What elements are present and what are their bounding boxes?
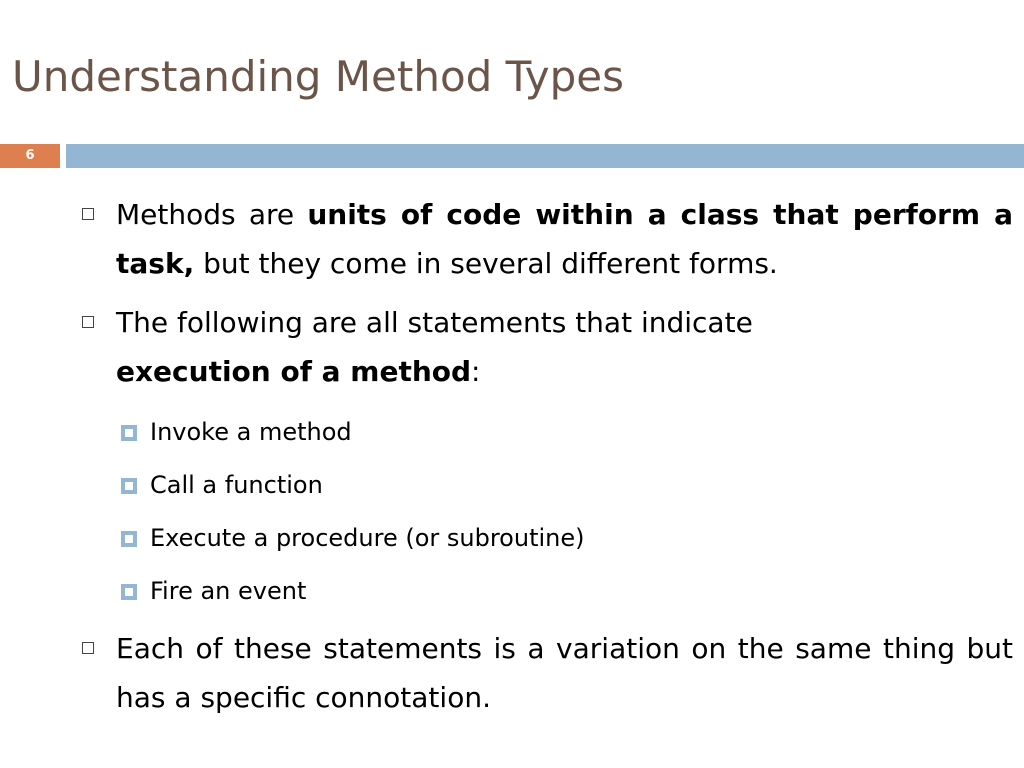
sub-bullet-fire	[78, 565, 1013, 618]
bullet-text: Methods are	[116, 198, 308, 231]
hollow-square-bullet-icon	[82, 316, 94, 328]
slide-content	[78, 190, 1013, 732]
square-bullet-icon	[121, 531, 137, 547]
slide-title: Understanding Method Types	[12, 52, 625, 101]
bullet-text: The following are all statements that indicate	[116, 306, 753, 339]
bullet-text: Each of these statements is a variation on the same thing but has a specific connotation.	[116, 632, 1013, 714]
bullet-methods-definition	[78, 190, 1013, 288]
sub-bullet-list	[78, 406, 1013, 618]
bullet-variation-note	[78, 624, 1013, 722]
sub-bullet-invoke	[78, 406, 1013, 459]
slide-number: 6	[0, 144, 60, 168]
square-bullet-icon	[121, 584, 137, 600]
bullet-execution-statements	[78, 298, 1013, 396]
sub-bullet-text: Fire an event	[150, 577, 307, 605]
hollow-square-bullet-icon	[82, 642, 94, 654]
bullet-text: :	[471, 355, 481, 388]
hollow-square-bullet-icon	[82, 208, 94, 220]
sub-bullet-text: Execute a procedure (or subroutine)	[150, 524, 585, 552]
bullet-bold-text: execution of a method	[116, 355, 472, 388]
header-bar	[66, 144, 1024, 168]
bullet-text: but they come in several different forms.	[194, 247, 778, 280]
square-bullet-icon	[121, 478, 137, 494]
sub-bullet-call	[78, 459, 1013, 512]
bullet-bold-text: units of code within a class that perform a task,	[116, 198, 1014, 280]
sub-bullet-execute	[78, 512, 1013, 565]
sub-bullet-text: Invoke a method	[150, 418, 352, 446]
sub-bullet-text: Call a function	[150, 471, 323, 499]
square-bullet-icon	[121, 425, 137, 441]
